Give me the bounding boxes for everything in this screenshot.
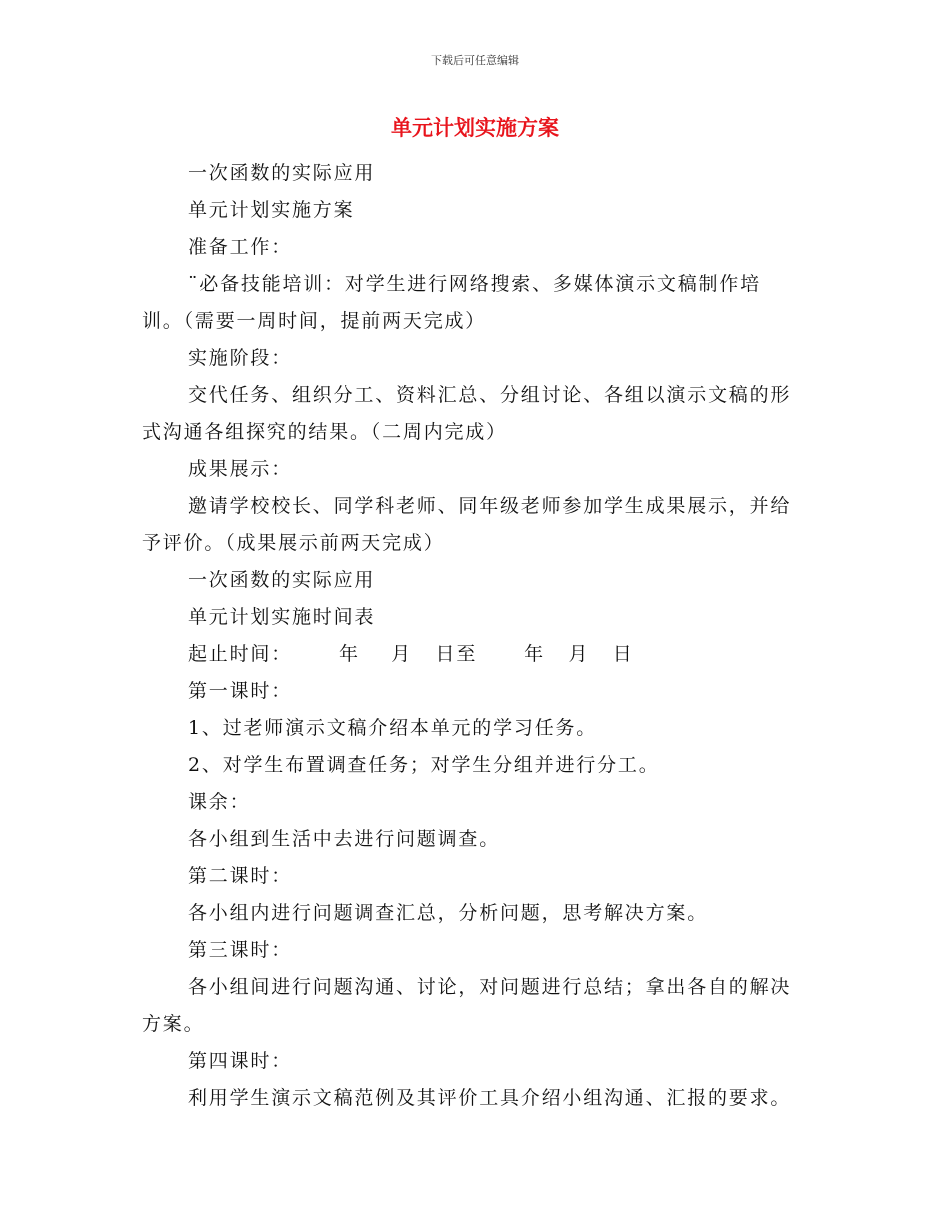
paragraph-implementation: 交代任务、组织分工、资料汇总、分组讨论、各组以演示文稿的形式沟通各组探究的结果。（二周内完成） xyxy=(142,384,792,443)
paragraph-lesson-3: 各小组间进行问题沟通、讨论，对问题进行总结；拿出各自的解决方案。 xyxy=(142,976,792,1035)
page-header-note: 下载后可任意编辑 xyxy=(431,54,519,67)
heading-lesson-1: 第一课时： xyxy=(188,680,293,702)
paragraph-skills-training: ¨必备技能培训：对学生进行网络搜索、多媒体演示文稿制作培训。（需要一周时间，提前两天完成） xyxy=(142,273,761,332)
heading-implementation: 实施阶段： xyxy=(188,347,293,369)
paragraph-subtitle: 单元计划实施方案 xyxy=(188,199,355,221)
paragraph-topic-repeat: 一次函数的实际应用 xyxy=(188,569,376,591)
document-body xyxy=(142,155,802,1117)
paragraph-lesson-4: 利用学生演示文稿范例及其评价工具介绍小组沟通、汇报的要求。 xyxy=(188,1087,792,1109)
heading-preparation: 准备工作： xyxy=(188,236,293,258)
heading-lesson-4: 第四课时： xyxy=(188,1050,293,1072)
paragraph-lesson-1-item-2: 2、对学生布置调查任务；对学生分组并进行分工。 xyxy=(188,754,660,776)
heading-lesson-3: 第三课时： xyxy=(188,939,293,961)
paragraph-after-class: 各小组到生活中去进行问题调查。 xyxy=(188,828,501,850)
heading-after-class: 课余： xyxy=(188,791,251,813)
document-title: 单元计划实施方案 xyxy=(391,115,559,140)
paragraph-lesson-1-item-1: 1、过老师演示文稿介绍本单元的学习任务。 xyxy=(188,717,598,739)
paragraph-results: 邀请学校校长、同学科老师、同年级老师参加学生成果展示，并给予评价。（成果展示前两天完成） xyxy=(142,495,792,554)
paragraph-date-range: 起止时间： 年 月 日至 年 月 日 xyxy=(188,643,634,665)
paragraph-schedule-title: 单元计划实施时间表 xyxy=(188,606,376,628)
paragraph-topic: 一次函数的实际应用 xyxy=(188,162,376,184)
paragraph-lesson-2: 各小组内进行问题调查汇总，分析问题，思考解决方案。 xyxy=(188,902,709,924)
heading-results: 成果展示： xyxy=(188,458,293,480)
heading-lesson-2: 第二课时： xyxy=(188,865,293,887)
